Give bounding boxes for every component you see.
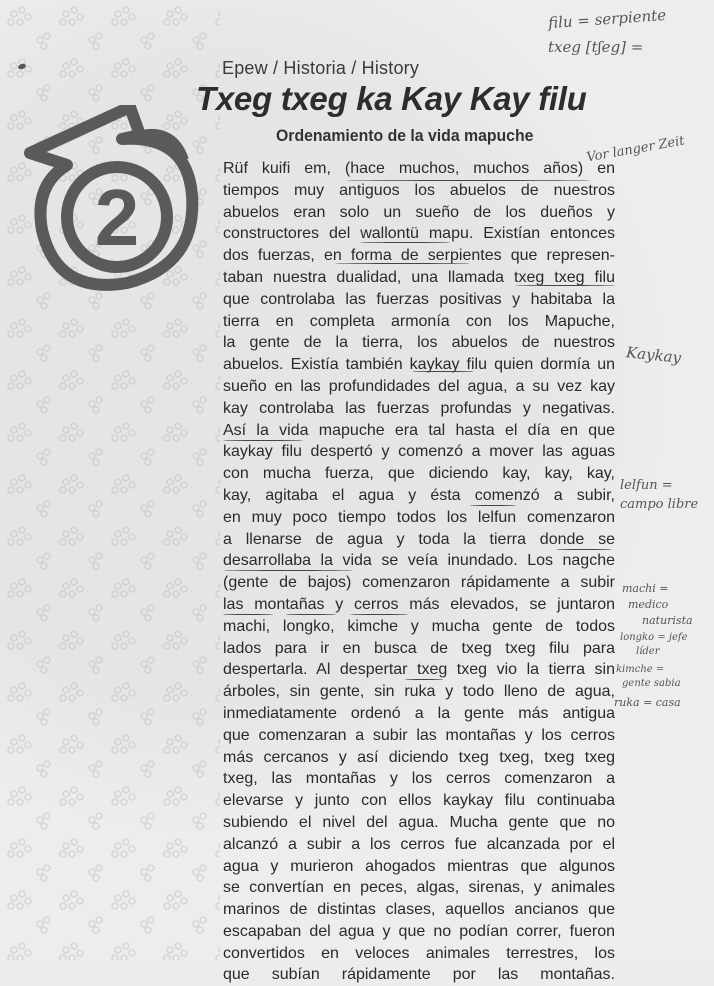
- body-line: sueño en las profundidades del agua, a su vez kay: [223, 377, 615, 395]
- body-line: se convertían en peces, algas, sirenas, y animales: [223, 879, 615, 897]
- margin-note: filu = serpiente: [547, 5, 667, 33]
- body-line: constructores del wallontü mapu. Existían entonces: [223, 225, 615, 243]
- body-line: tiempos muy antiguos los abuelos de nuestros: [223, 181, 615, 199]
- handwritten-underline: [405, 679, 443, 680]
- margin-note: naturista: [642, 614, 693, 627]
- body-line: que controlaba las fuerzas positivas y habitaba la: [223, 290, 615, 308]
- body-line: que subían rápidamente por las montañas.: [223, 966, 615, 984]
- margin-note: líder: [636, 646, 660, 657]
- margin-note: Vor langer Zeit: [585, 133, 686, 166]
- body-line: kay controlaba las fuerzas profundas y negativas.: [223, 399, 615, 417]
- body-line: escapaban del agua y que no podían correr, fueron: [223, 922, 615, 940]
- body-line: txeg, las montañas y los cerros comenzaron a: [223, 770, 615, 788]
- body-line: abuelos eran solo un sueño de los dueños y: [223, 203, 615, 221]
- body-line: árboles, sin gente, sin ruka y todo lleno de agua,: [223, 683, 615, 701]
- body-line: abuelos. Existía también kaykay filu quien dormía un: [223, 356, 615, 374]
- margin-note: lelfun =: [620, 478, 673, 493]
- margin-note: longko = jefe: [620, 632, 688, 643]
- body-line: Rüf kuifi em, (hace muchos, muchos años) en: [223, 160, 615, 177]
- margin-note: medico: [628, 598, 669, 611]
- handwritten-underline: [223, 614, 273, 615]
- handwritten-underline: [470, 505, 516, 506]
- body-line: alcanzó a subir a los cerros fue alcanzada por el: [223, 835, 615, 853]
- body-line: que comenzaran a subir las montañas y los cerros: [223, 726, 615, 744]
- body-line: despertarla. Al despertar txeg txeg vio la tierra sin: [223, 661, 615, 679]
- body-line: kaykay filu despertó y comenzó a mover las aguas: [223, 443, 615, 461]
- handwritten-underline: [223, 440, 303, 441]
- body-line: en muy poco tiempo todos los lelfun comenzaron: [223, 508, 615, 526]
- handwritten-underline: [556, 549, 612, 550]
- margin-note: ruka = casa: [614, 696, 681, 709]
- handwritten-underline: [286, 614, 336, 615]
- handwritten-underline: [335, 263, 470, 264]
- body-line: inmediatamente ordenó a la gente más antigua: [223, 704, 615, 722]
- body-line: elevarse y junto con ellos kaykay filu continuaba: [223, 792, 615, 810]
- body-line: taban nuestra dualidad, una llamada txeg txeg filu: [223, 268, 615, 286]
- body-line: Así la vida mapuche era tal hasta el día en que: [223, 421, 615, 439]
- body-line: lados para ir en busca de txeg txeg filu para: [223, 639, 615, 657]
- body-line: agua y murieron ahogados mientras que algunos: [223, 857, 615, 875]
- body-line: subiendo el nivel del agua. Mucha gente que no: [223, 813, 615, 831]
- body-line: más cercanos y así diciendo txeg txeg, txeg txeg: [223, 748, 615, 766]
- handwritten-underline: [223, 570, 353, 571]
- chapter-number: 2: [94, 173, 140, 262]
- body-line: con mucha fuerza, que diciendo kay, kay, kay,: [223, 465, 615, 483]
- handwritten-underline: [350, 614, 408, 615]
- body-line: marinos de distintas clases, aquellos ancianos que: [223, 901, 615, 919]
- body-line: convertidos en veloces animales terrestres, los: [223, 944, 615, 962]
- margin-note: kimche =: [616, 664, 665, 675]
- body-line: kay, agitaba el agua y ésta comenzó a subir,: [223, 486, 615, 504]
- page-subtitle: Ordenamiento de la vida mapuche: [276, 126, 534, 145]
- breadcrumb: Epew / Historia / History: [222, 58, 420, 78]
- body-line: la gente de la tierra, los abuelos de nuestros: [223, 334, 615, 352]
- margin-note: txeg [tʃeg] =: [548, 38, 644, 56]
- handwritten-underline: [412, 371, 474, 372]
- body-line: tierra en completa armonía con los Mapuche,: [223, 312, 615, 330]
- body-line: (gente de bajos) comenzaron rápidamente a subir: [223, 574, 615, 592]
- margin-note: gente sabia: [622, 678, 681, 689]
- chapter-emblem-icon: [22, 105, 202, 295]
- margin-note: campo libre: [620, 497, 699, 512]
- story-body: [223, 158, 615, 986]
- body-line: machi, longko, kimche y mucha gente de todos: [223, 617, 615, 635]
- body-line: desarrollaba la vida se veía inundado. Los nagche: [223, 552, 615, 570]
- page-title: Txeg txeg ka Kay Kay filu: [196, 80, 587, 117]
- handwritten-underline: [515, 285, 615, 286]
- margin-note: machi =: [622, 582, 669, 595]
- body-line: dos fuerzas, en forma de serpientes que represen-: [223, 247, 615, 265]
- handwritten-underline: [360, 242, 450, 243]
- margin-note: Kaykay: [625, 343, 682, 367]
- body-line: a llenarse de agua y toda la tierra donde se: [223, 530, 615, 548]
- body-line: las montañas y cerros más elevados, se juntaron: [223, 595, 615, 613]
